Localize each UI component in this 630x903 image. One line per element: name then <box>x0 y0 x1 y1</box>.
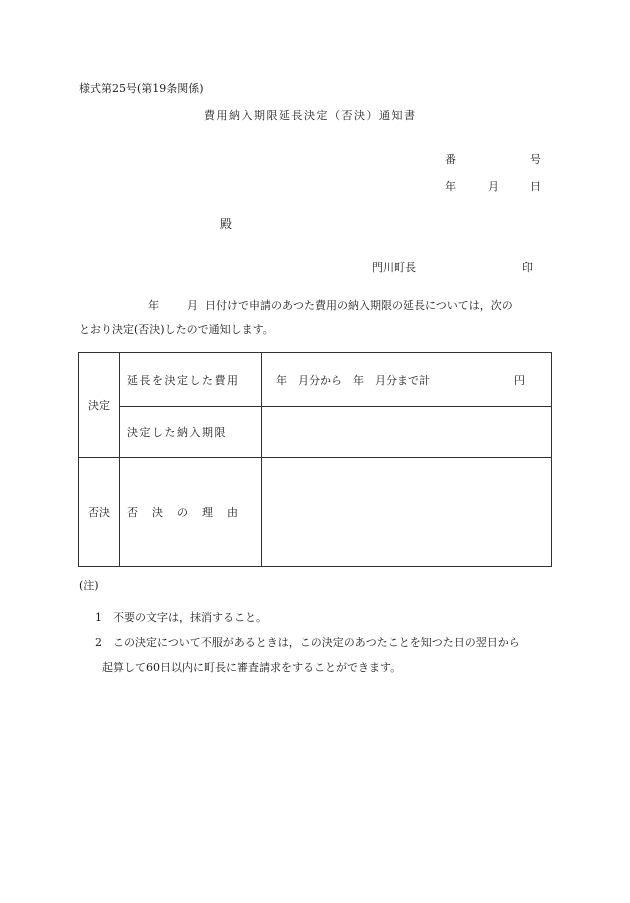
table-row <box>79 407 552 458</box>
decision-label: 決定 <box>79 353 120 458</box>
yen-unit: 円 <box>514 373 525 387</box>
deadline-value <box>262 407 552 458</box>
body-line-1: 日付けで申請のあつた費用の納入期限の延長については，次の <box>205 299 513 312</box>
table-row <box>79 458 552 567</box>
note-item: 2 この決定について不服があるときは，この決定のあつたことを知つた日の翌日から <box>95 636 520 649</box>
decision-table <box>78 352 552 567</box>
body-month: 月 <box>187 299 198 312</box>
rejection-label: 否決 <box>79 458 120 567</box>
form-number: 様式第25号(第19条関係) <box>79 82 204 95</box>
seal-mark: 印 <box>522 261 533 274</box>
body-year: 年 <box>148 299 159 312</box>
date-month: 月 <box>488 180 499 193</box>
rejection-reason-label: 否 決 の 理 由 <box>120 458 262 567</box>
extended-cost-value <box>262 353 552 407</box>
deadline-label: 決定した納入期限 <box>120 407 262 458</box>
date-year: 年 <box>445 180 456 193</box>
rejection-reason-value <box>262 458 552 567</box>
document-title: 費用納入期限延長決定（否決）通知書 <box>204 109 417 122</box>
addressee-honorific: 殿 <box>220 217 233 231</box>
note-item: 1 不要の文字は，抹消すること。 <box>95 611 267 624</box>
notes-header: (注) <box>79 579 99 592</box>
number-label-ban: 番 <box>445 153 456 166</box>
period-text: 年 月分から 年 月分まで計 <box>276 373 430 387</box>
date-day: 日 <box>530 180 541 193</box>
number-label-go: 号 <box>530 153 541 166</box>
extended-cost-label: 延長を決定した費用 <box>120 353 262 407</box>
note-item-continued: 起算して60日以内に町長に審査請求をすることができます。 <box>102 661 402 674</box>
body-line-2: とおり決定(否決)したので通知します。 <box>79 323 274 336</box>
table-row <box>79 353 552 407</box>
issuer-name: 門川町長 <box>372 261 416 274</box>
